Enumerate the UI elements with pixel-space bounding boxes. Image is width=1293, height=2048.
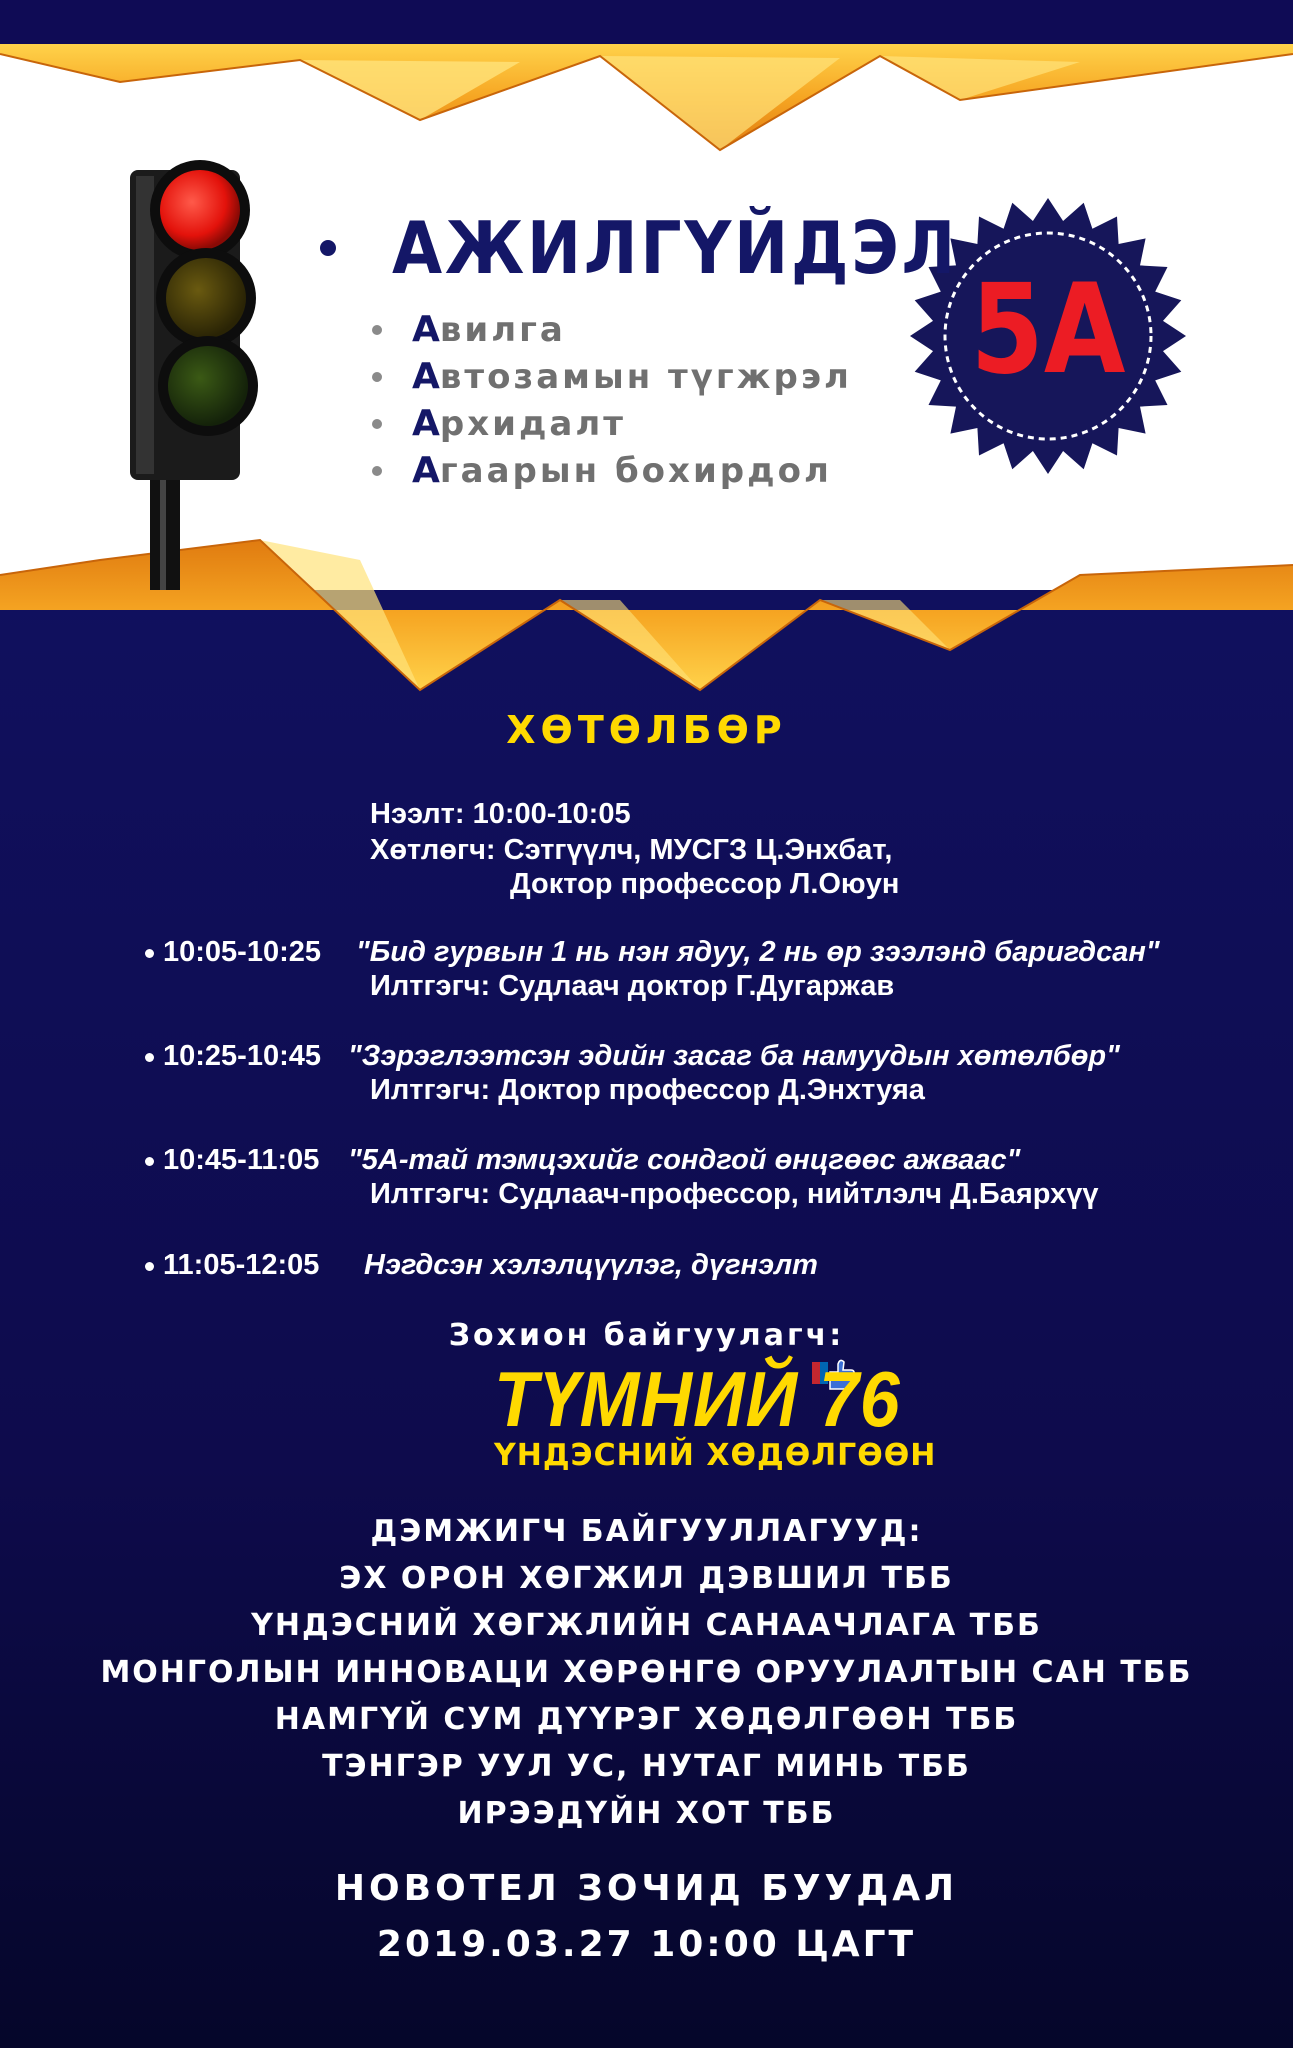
session-time: 10:05-10:25 (163, 936, 321, 968)
list-bullet (372, 419, 382, 429)
event-datetime: 2019.03.27 10:00 ЦАГТ (376, 1924, 917, 1965)
bottom-zigzag (0, 540, 1293, 690)
supporter-item: ЭХ ОРОН ХӨГЖИЛ ДЭВШИЛ ТББ (339, 1561, 954, 1596)
session-bullet (145, 949, 154, 958)
list-item (372, 306, 852, 353)
venue: НОВОТЕЛ ЗОЧИД БУУДАЛ (334, 1868, 959, 1909)
list-item (372, 447, 852, 494)
supporters-heading: ДЭМЖИГЧ БАЙГУУЛЛАГУУД: (370, 1514, 923, 1549)
session-topic: "5А-тай тэмцэхийг сондгой өнцгөөс ажваас" (348, 1144, 1021, 1176)
hosts-line-1: Хөтлөгч: Сэтгүүлч, МУСГЗ Ц.Энхбат, (370, 834, 893, 866)
supporter-item: ТЭНГЭР УУЛ УС, НУТАГ МИНЬ ТББ (322, 1749, 971, 1784)
session-speaker: Илтгэгч: Судлаач доктор Г.Дугаржав (370, 970, 895, 1002)
organizer-label: Зохион байгуулагч: (448, 1318, 845, 1353)
session-bullet (145, 1157, 154, 1166)
list-item-text: гаарын бохирдол (439, 450, 832, 491)
list-item-initial: А (412, 356, 440, 397)
list-item-text: рхидалт (439, 403, 626, 444)
list-bullet (372, 325, 382, 335)
main-title-row (320, 206, 1021, 290)
list-bullet (372, 372, 382, 382)
session-speaker: Илтгэгч: Судлаач-профессор, нийтлэлч Д.Баярхүү (370, 1178, 1099, 1210)
hosts-line-2: Доктор профессор Л.Оюун (510, 868, 900, 900)
five-a-list (372, 306, 852, 494)
organizer-logo-subtitle: ҮНДЭСНИЙ ХӨДӨЛГӨӨН (494, 1438, 937, 1473)
top-zigzag (0, 44, 1293, 150)
supporter-item: ҮНДЭСНИЙ ХӨГЖЛИЙН САНААЧЛАГА ТББ (251, 1608, 1042, 1643)
list-bullet (372, 466, 382, 476)
list-item-initial: А (412, 403, 440, 444)
session-topic: Нэгдсэн хэлэлцүүлэг, дүгнэлт (364, 1249, 818, 1281)
list-item-text: втозамын түгжрэл (439, 356, 852, 397)
main-title: АЖИЛГҮЙДЭЛ (392, 206, 959, 290)
list-item-initial: А (412, 309, 440, 350)
supporter-item: ИРЭЭДҮЙН ХОТ ТББ (457, 1796, 836, 1831)
session-time: 10:25-10:45 (163, 1040, 321, 1072)
traffic-light-icon (130, 160, 258, 590)
list-item (372, 353, 852, 400)
supporter-item: НАМГҮЙ СУМ ДҮҮРЭГ ХӨДӨЛГӨӨН ТББ (274, 1702, 1019, 1737)
organizer-logo-text: ТҮМНИЙ 76 (494, 1355, 901, 1443)
badge-label: 5А (970, 258, 1126, 402)
session-bullet (145, 1262, 154, 1271)
session-topic: "Зэрэглээтсэн эдийн засаг ба намуудын хөтөлбөр" (348, 1040, 1120, 1072)
session-time: 11:05-12:05 (163, 1249, 320, 1281)
list-item-initial: А (412, 450, 440, 491)
supporter-item: МОНГОЛЫН ИННОВАЦИ ХӨРӨНГӨ ОРУУЛАЛТЫН САН ТББ (100, 1655, 1193, 1690)
title-bullet (320, 240, 336, 256)
opening-time: Нээлт: 10:00-10:05 (370, 798, 631, 830)
session-time: 10:45-11:05 (163, 1144, 320, 1176)
session-speaker: Илтгэгч: Доктор профессор Д.Энхтуяа (370, 1074, 925, 1106)
program-title: ХӨТӨЛБӨР (506, 708, 787, 752)
list-item-text: вилга (439, 309, 566, 350)
session-topic: "Бид гурвын 1 нь нэн ядуу, 2 нь өр зээлэнд баригдсан" (356, 936, 1160, 968)
session-bullet (145, 1053, 154, 1062)
supporters-block (0, 1508, 1293, 1837)
list-item (372, 400, 852, 447)
